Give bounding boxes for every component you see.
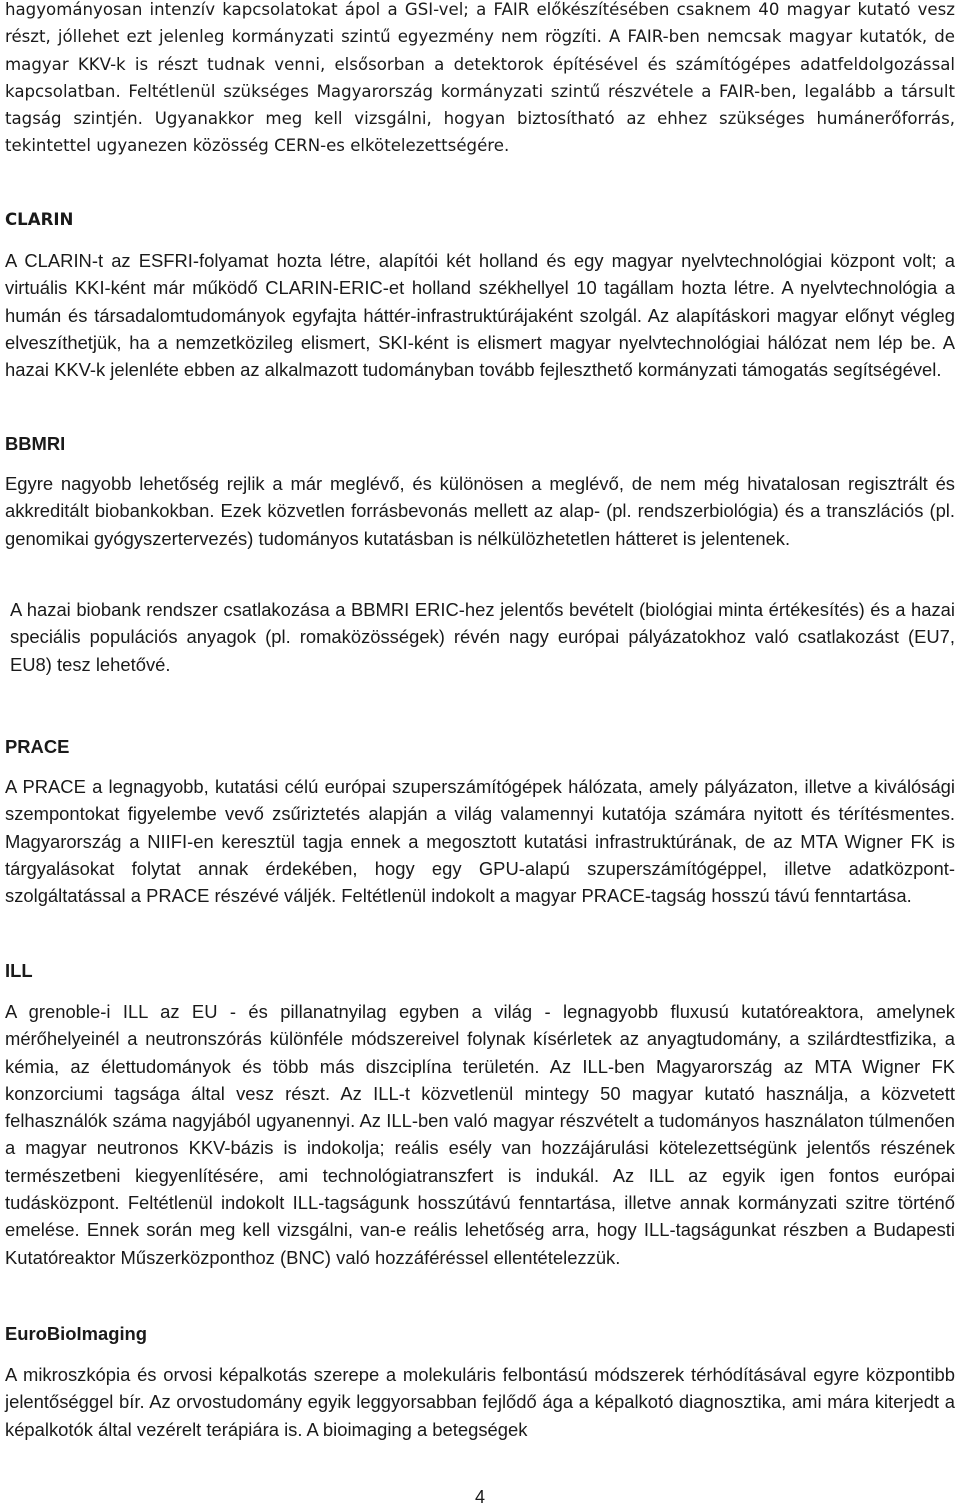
section-heading-bbmri: BBMRI (5, 433, 66, 454)
clarin-paragraph: A CLARIN-t az ESFRI-folyamat hozta létre, alapítói két holland és egy magyar nyelvtechnológiai központ volt; a virtuális KKI-ként már működő CLARIN-ERIC-et holland székhellyel 10 tagállam hozta létre. A nyelvtechnológia a humán és társadalomtudományok egyfajta háttér-infrastruktúrájaként szolgál. Az alapításkori magyar előnyt végleg elveszíthetjük, ha a nemzetközileg elismert, SKI-ként is elismert magyar nyelvtechnológiai hálózat nem lép be. A hazai KKV-k jelenléte ebben az alkalmazott tudományban tovább fejleszthető kormányzati támogatás segítségével. (5, 250, 955, 381)
prace-paragraph: A PRACE a legnagyobb, kutatási célú európai szuperszámítógépek hálózata, amely pályázaton, illetve a kiválósági szempontokat figyelembe vevő zsűriztetés alapján a világ valamennyi kutatója számára nyitott és térítésmentes. Magyarország a NIIFI-en keresztül tagja ennek a megosztott kutatási infrastruktúrának, de az MTA Wigner FK is tárgyalásokat folytat annak érdekében, hogy egy GPU-alapú szuperszámítógéppel, illetve adatközpont-szolgáltatással a PRACE részévé váljék. Feltétlenül indokolt a magyar PRACE-tagság hosszú távú fenntartása. (5, 776, 955, 907)
bbmri-paragraph-1: Egyre nagyobb lehetőség rejlik a már meglévő, és különösen a meglévő, de nem még hivatalosan regisztrált és akkreditált biobankokban. Ezek közvetlen forrásbevonás mellett az alap- (pl. rendszerbiológia) és a transzlációs (pl. genomikai gyógyszertervezés) tudományos kutatásban is nélkülözhetetlen hátteret is jelentenek. (5, 473, 955, 549)
section-heading-eurobioimaging: EuroBioImaging (5, 1323, 148, 1344)
section-heading-prace: PRACE (5, 736, 70, 757)
page-number: 4 (474, 1487, 485, 1507)
section-heading-ill: ILL (5, 960, 33, 981)
bbmri-paragraph-2: A hazai biobank rendszer csatlakozása a BBMRI ERIC-hez jelentős bevételt (biológiai minta értékesítés) és a hazai speciális populációs anyagok (pl. romaközösségek) révén nagy európai pályázatokhoz való csatlakozást (EU7, EU8) tesz lehetővé. (10, 599, 955, 675)
section-heading-clarin: CLARIN (5, 210, 74, 229)
eurobioimaging-paragraph: A mikroszkópia és orvosi képalkotás szerepe a molekuláris felbontású módszerek térhódításával egyre központibb jelentőséggel bír. Az orvostudomány egyik leggyorsabban fejlődő ága a képalkotó diagnosztika, ami mára kiterjedt a képalkotók által vezérelt terápiára is. A bioimaging a betegségek (5, 1364, 955, 1440)
ill-paragraph: A grenoble-i ILL az EU - és pillanatnyilag egyben a világ - legnagyobb fluxusú kutatóreaktora, amelynek mérőhelyeinél a neutronszórás különféle módszereivel folynak kísérletek az anyagtudomány, a szilárdtestfizika, a kémia, az élettudományok és több más diszciplína területén. Az ILL-ben Magyarország az MTA Wigner FK konzorciumi tagsága által vesz részt. Az ILL-t közvetlenül mintegy 50 magyar kutató használja, a közvetett felhasználók száma nagyjából ugyanennyi. Az ILL-ben való magyar részvételt a tudományos használaton túlmenően a magyar neutronos KKV-bázis is indokolja; reális esély van hozzájárulási kötelezettségünk jelentős részének természetbeni kiegyenlítésére, ami technológiatranszfert is indukál. Az ILL az egyik igen fontos európai tudásközpont. Feltétlenül indokolt ILL-tagságunk hosszútávú fenntartása, illetve annak kormányzati szitre történő emelése. Ennek során meg kell vizsgálni, van-e reális lehetőség arra, hogy ILL-tagságunkat részben a Budapesti Kutatóreaktor Műszerközponthoz (BNC) való hozzáféréssel ellentételezzük. (5, 1001, 955, 1268)
intro-paragraph: hagyományosan intenzív kapcsolatokat ápol a GSI-vel; a FAIR előkészítésében csaknem 40 magyar kutató vesz részt, jóllehet ezt jelenleg kormányzati szintű egyezmény nem rögzíti. A FAIR-ben nemcsak magyar kutatók, de magyar KKV-k is részt tudnak venni, elsősorban a detektorok építésével és számítógépes adatfeldolgozással kapcsolatban. Feltétlenül szükséges Magyarország kormányzati szintű részvétele a FAIR-ben, legalább a társult tagság szintjén. Ugyanakkor meg kell vizsgálni, hogyan biztosítható az ehhez szükséges humánerőforrás, tekintettel ugyanezen közösség CERN-es elkötelezettségére. (5, 0, 955, 156)
